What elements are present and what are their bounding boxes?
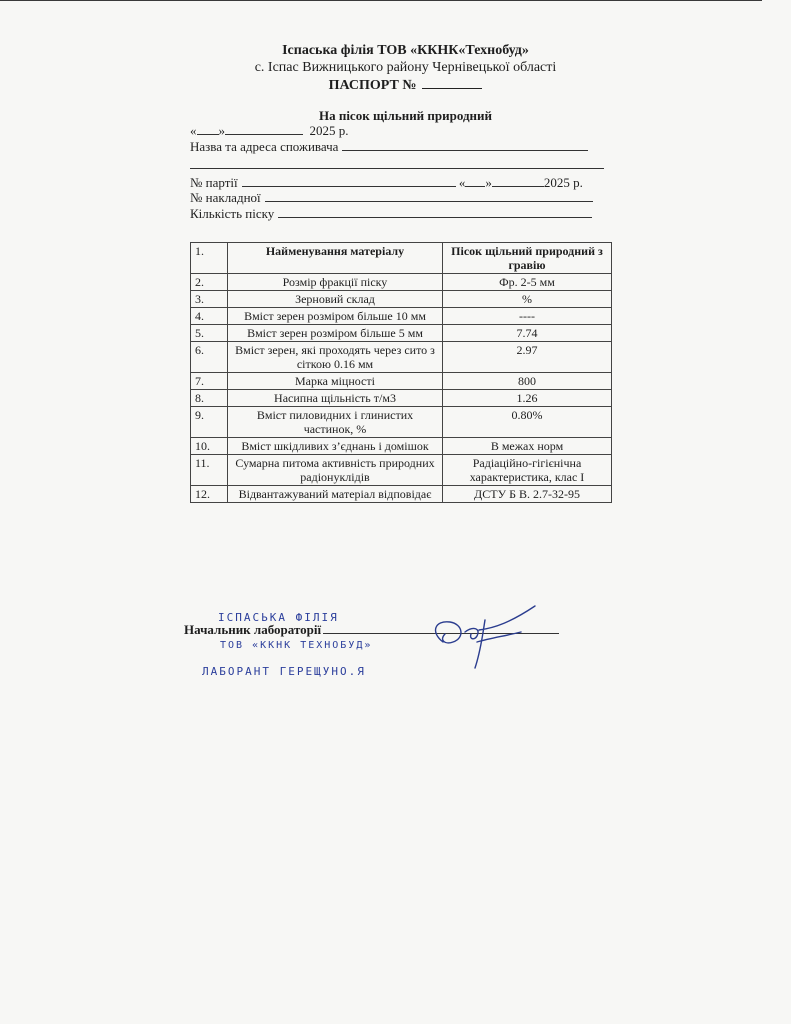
- row-value: Радіаційно-гігієнічна характеристика, клас І: [443, 455, 612, 486]
- batch-day-blank: [465, 175, 485, 187]
- row-value: Пісок щільний природний з гравію: [443, 243, 612, 274]
- table-row: [191, 325, 612, 342]
- quantity-field: [190, 206, 592, 222]
- table-row: [191, 407, 612, 438]
- row-value: В межах норм: [443, 438, 612, 455]
- document-subject: На пісок щільний природний: [318, 108, 493, 123]
- top-rule: [0, 0, 762, 1]
- row-parameter: Сумарна питома активність природних радіонуклідів: [228, 455, 443, 486]
- invoice-field: [190, 190, 593, 206]
- table-row: [191, 486, 612, 503]
- date-open-quote: «: [190, 123, 197, 138]
- quantity-label: Кількість піску: [190, 206, 275, 221]
- stamp-line-branch: ІСПАСЬКА ФІЛІЯ: [218, 611, 339, 624]
- row-number: 5.: [191, 325, 228, 342]
- org-name: Іспаська філія ТОВ «ККНК«Технобуд»: [282, 43, 529, 58]
- stamp-line-laborant: ЛАБОРАНТ ГЕРЕЩУНО.Я: [202, 665, 366, 678]
- row-number: 6.: [191, 342, 228, 373]
- batch-year: 2025 р.: [543, 175, 583, 190]
- row-parameter: Насипна щільність т/м3: [228, 390, 443, 407]
- row-number: 7.: [191, 373, 228, 390]
- org-address: с. Іспас Вижницького району Чернівецької області: [254, 60, 557, 75]
- table-row: [191, 274, 612, 291]
- consumer-extra-line: [190, 168, 604, 169]
- row-number: 12.: [191, 486, 228, 503]
- consumer-blank: [342, 139, 588, 151]
- batch-label: № партії: [190, 175, 238, 190]
- batch-blank: [242, 175, 456, 187]
- batch-date-open-quote: «: [458, 175, 466, 190]
- table-row: [191, 243, 612, 274]
- table-row: [191, 390, 612, 407]
- consumer-label: Назва та адреса споживача: [190, 139, 339, 154]
- table-row: [191, 291, 612, 308]
- passport-number: [0, 76, 791, 94]
- row-value: 1.26: [443, 390, 612, 407]
- material-spec-table: [190, 242, 612, 503]
- row-parameter: Розмір фракції піску: [228, 274, 443, 291]
- row-number: 1.: [191, 243, 228, 274]
- row-parameter: Найменування матеріалу: [228, 243, 443, 274]
- row-number: 11.: [191, 455, 228, 486]
- row-value: 800: [443, 373, 612, 390]
- row-number: 3.: [191, 291, 228, 308]
- row-parameter: Вміст зерен розміром більше 10 мм: [228, 308, 443, 325]
- row-parameter: Відвантажуваний матеріал відповідає: [228, 486, 443, 503]
- document-date: [190, 123, 349, 139]
- batch-field: [190, 175, 583, 191]
- handwritten-signature: [425, 602, 545, 672]
- batch-date-close-quote: »: [485, 175, 492, 190]
- material-spec-body: [191, 243, 612, 503]
- passport-label: ПАСПОРТ №: [328, 78, 417, 93]
- row-value: 7.74: [443, 325, 612, 342]
- row-value: Фр. 2-5 мм: [443, 274, 612, 291]
- row-number: 9.: [191, 407, 228, 438]
- row-value: 0.80%: [443, 407, 612, 438]
- row-value: %: [443, 291, 612, 308]
- consumer-field: [190, 139, 588, 155]
- table-row: [191, 438, 612, 455]
- row-number: 8.: [191, 390, 228, 407]
- invoice-label: № накладної: [190, 190, 261, 205]
- row-number: 4.: [191, 308, 228, 325]
- date-close-quote: »: [218, 123, 225, 138]
- table-row: [191, 455, 612, 486]
- table-row: [191, 308, 612, 325]
- row-number: 10.: [191, 438, 228, 455]
- date-year: 2025 р.: [309, 123, 349, 138]
- row-parameter: Вміст пиловидних і глинистих частинок, %: [228, 407, 443, 438]
- table-row: [191, 342, 612, 373]
- row-value: 2.97: [443, 342, 612, 373]
- row-number: 2.: [191, 274, 228, 291]
- passport-number-blank: [422, 76, 482, 89]
- table-row: [191, 373, 612, 390]
- batch-month-blank: [492, 175, 544, 187]
- chief-label: Начальник лабораторії: [184, 622, 322, 637]
- row-parameter: Зерновий склад: [228, 291, 443, 308]
- row-parameter: Вміст шкідливих з’єднань і домішок: [228, 438, 443, 455]
- date-day-blank: [197, 123, 219, 135]
- stamp-line-company: ТОВ «ККНК ТЕХНОБУД»: [220, 640, 373, 651]
- row-value: ДСТУ Б В. 2.7-32-95: [443, 486, 612, 503]
- quantity-blank: [278, 206, 592, 218]
- row-parameter: Вміст зерен, які проходять через сито з сіткою 0.16 мм: [228, 342, 443, 373]
- row-parameter: Марка міцності: [228, 373, 443, 390]
- row-value: ----: [443, 308, 612, 325]
- invoice-blank: [265, 190, 593, 202]
- row-parameter: Вміст зерен розміром більше 5 мм: [228, 325, 443, 342]
- date-month-blank: [225, 123, 303, 135]
